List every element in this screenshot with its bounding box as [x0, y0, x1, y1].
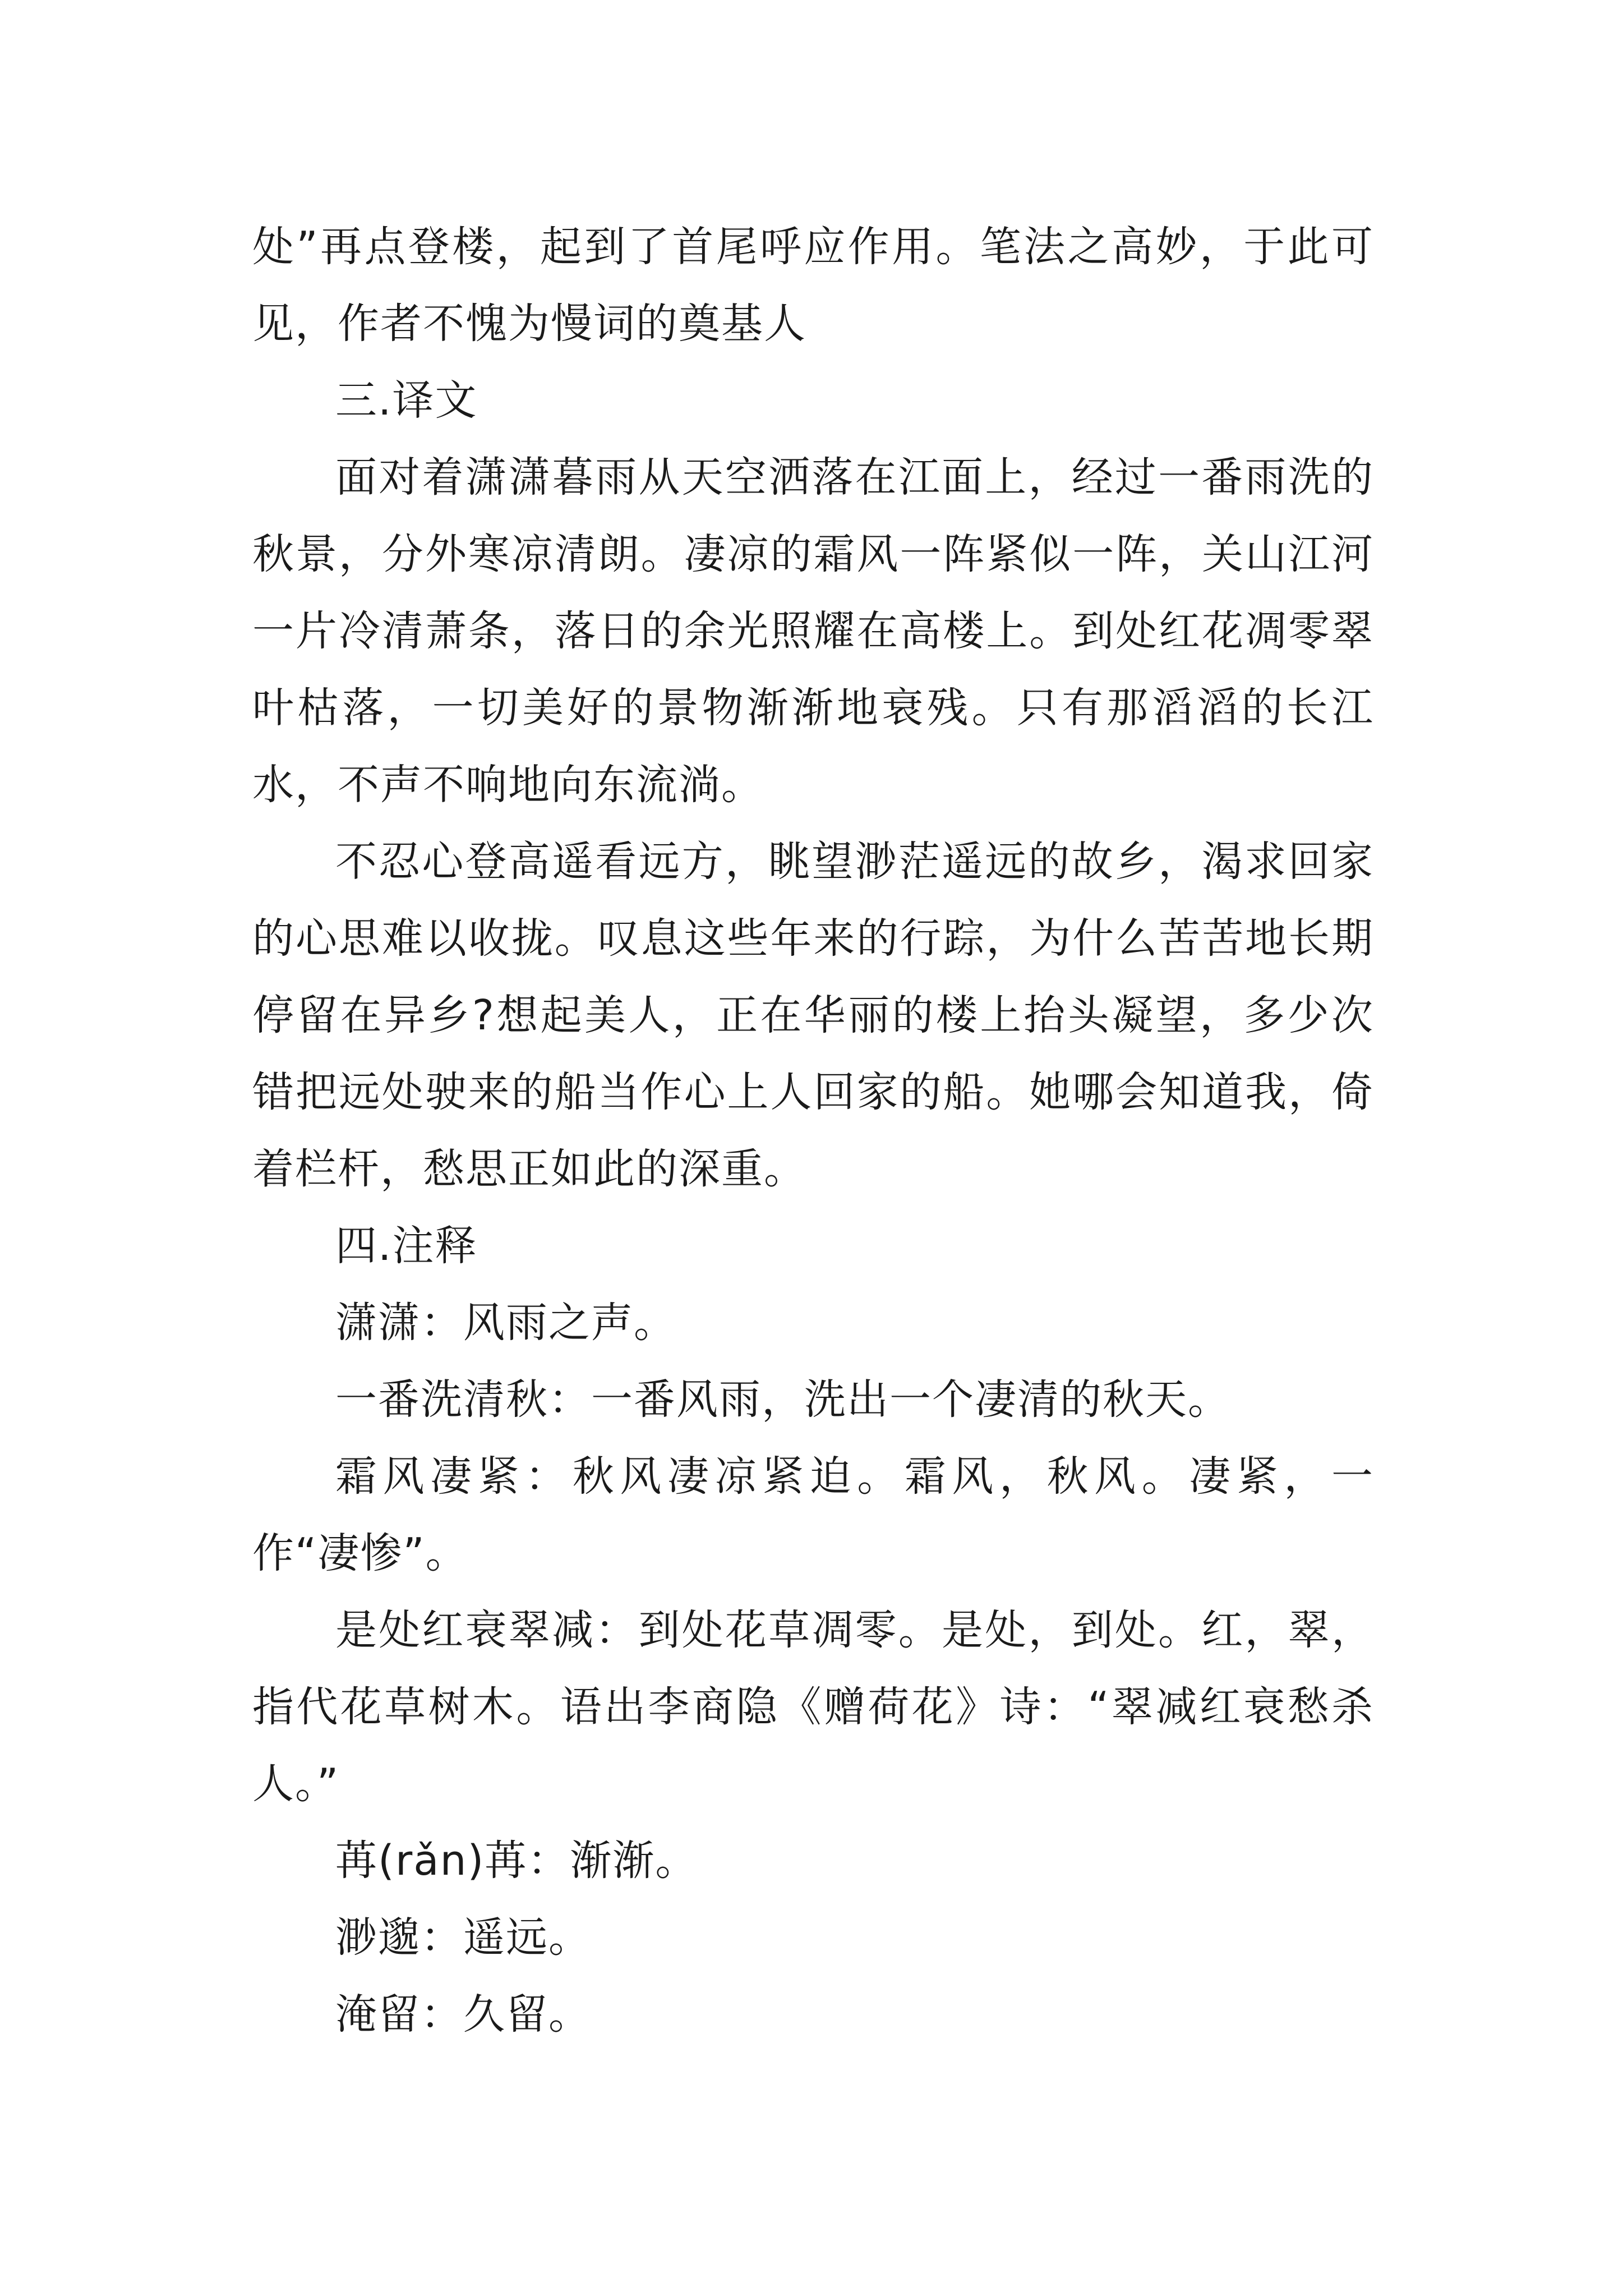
note-item: 是处红衰翠减：到处花草凋零。是处，到处。红，翠，指代花草树木。语出李商隐《赠荷花》诗：“翠减红衰愁杀人。” — [252, 1606, 1374, 1808]
note-item: 霜风凄紧：秋风凄凉紧迫。霜风，秋风。凄紧，一作“凄惨”。 — [252, 1452, 1374, 1577]
note-item: 渺邈：遥远。 — [335, 1913, 591, 1962]
note-item: 苒(rǎn)苒：渐渐。 — [335, 1837, 698, 1885]
paragraph-continuation: 处”再点登楼，起到了首尾呼应作用。笔法之高妙，于此可见，作者不愧为慢词的奠基人 — [252, 223, 1374, 348]
paragraph-translation-2: 不忍心登高遥看远方，眺望渺茫遥远的故乡，渴求回家的心思难以收拢。叹息这些年来的行踪，为什么苦苦地长期停留在异乡?想起美人，正在华丽的楼上抬头凝望，多少次错把远处驶来的船当作心上人回家的船。她哪会知道我，倚着栏杆，愁思正如此的深重。 — [252, 838, 1374, 1193]
document-body — [252, 209, 1374, 2053]
note-item: 一番洗清秋：一番风雨，洗出一个凄清的秋天。 — [335, 1375, 1230, 1424]
note-item: 潇潇：风雨之声。 — [335, 1299, 676, 1347]
paragraph-translation-1: 面对着潇潇暮雨从天空洒落在江面上，经过一番雨洗的秋景，分外寒凉清朗。凄凉的霜风一阵紧似一阵，关山江河一片冷清萧条，落日的余光照耀在高楼上。到处红花凋零翠叶枯落，一切美好的景物渐渐地衰残。只有那滔滔的长江水，不声不响地向东流淌。 — [252, 453, 1374, 809]
section-heading-notes: 四.注释 — [335, 1222, 478, 1270]
section-heading-translation: 三.译文 — [335, 376, 478, 425]
note-item: 淹留：久留。 — [335, 1990, 591, 2039]
